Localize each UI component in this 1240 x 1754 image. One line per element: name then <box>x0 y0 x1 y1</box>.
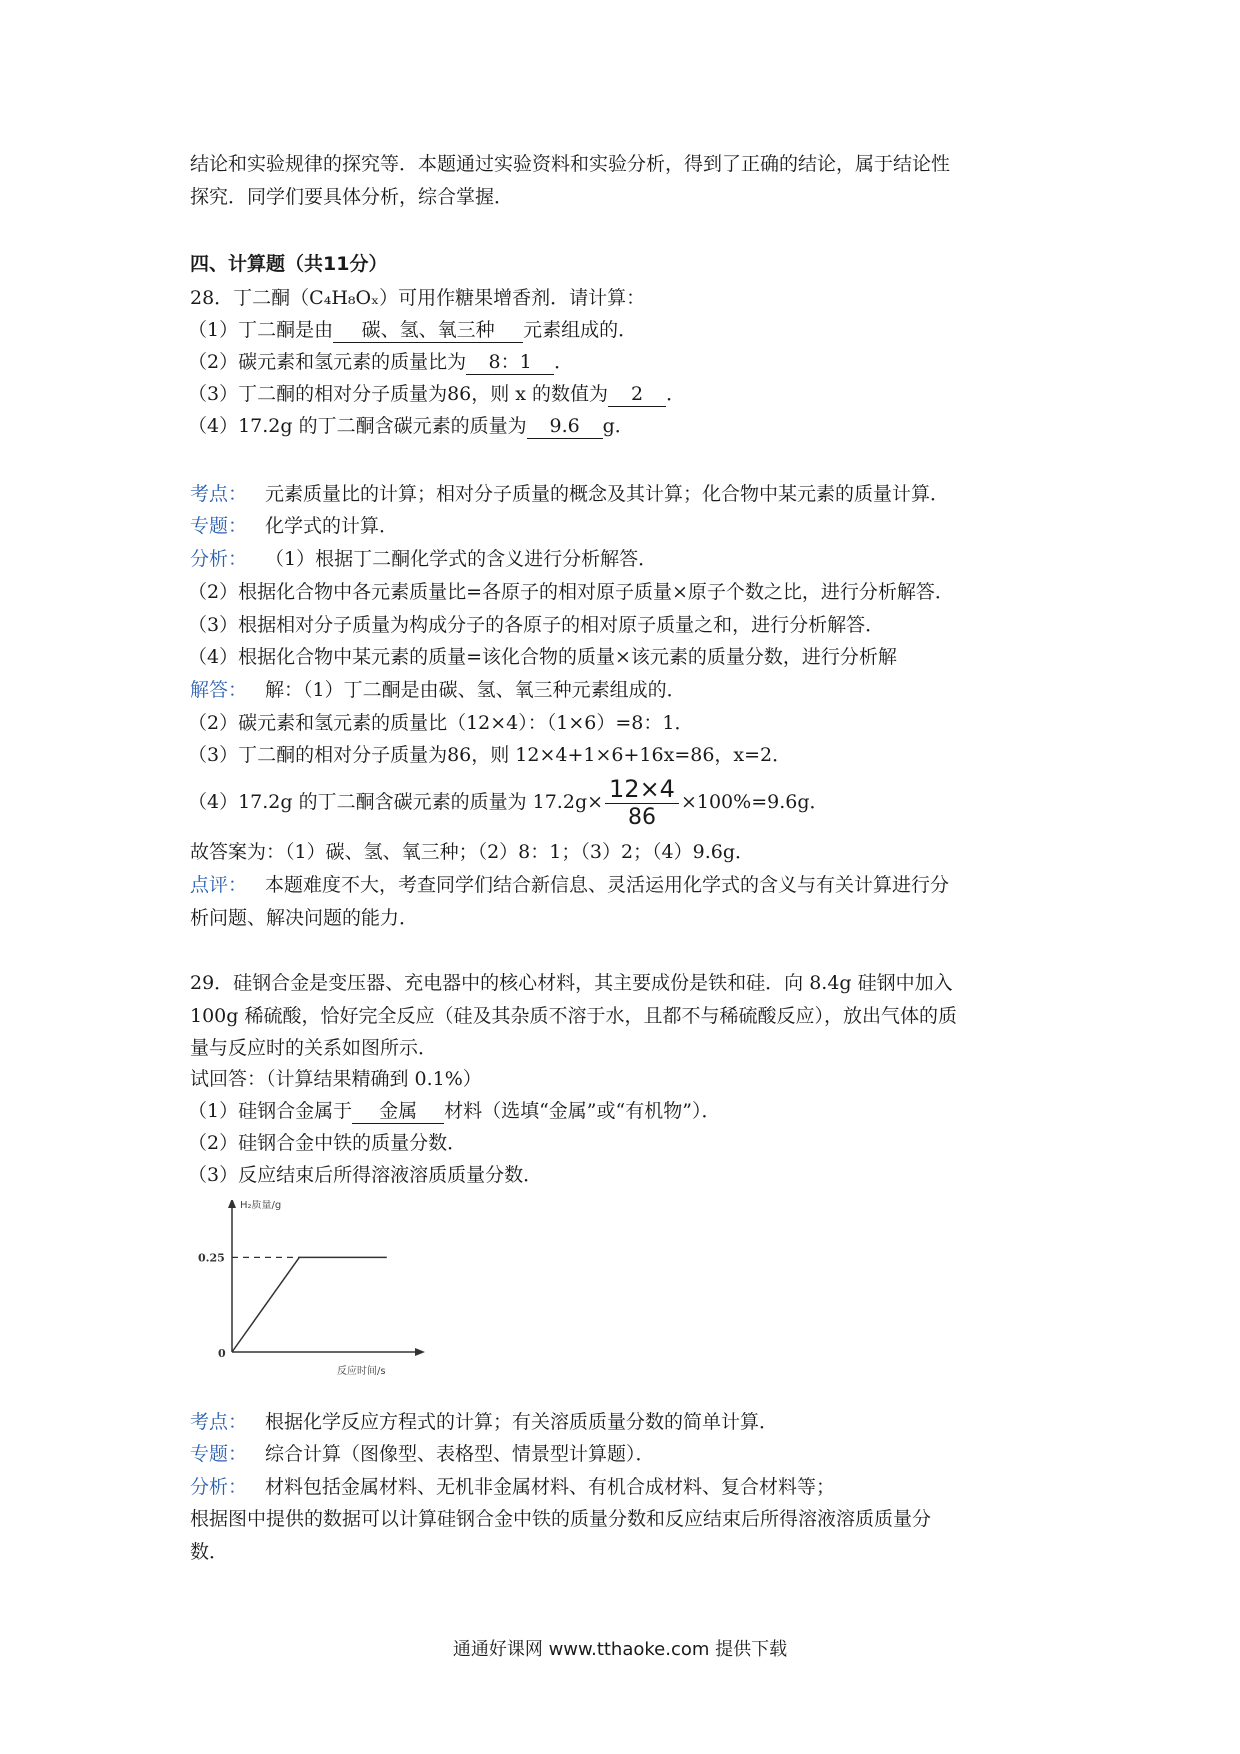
a28-jieda-3: （3）丁二酮的相对分子质量为86，则 12×4+1×6+16x=86，x=2． <box>188 744 792 766</box>
a29-fenxi-2: 根据图中提供的数据可以计算硅钢合金中铁的质量分数和反应结束后所得溶液溶质质量分 <box>190 1508 932 1530</box>
y-axis-arrow <box>228 1200 236 1208</box>
dianping-text-1: 本题难度不大，考查同学们结合新信息、灵活运用化学式的含义与有关计算进行分 <box>265 874 950 896</box>
dianping-label: 点评： <box>190 874 248 896</box>
q28-p1-pre: （1）丁二酮是由 <box>188 319 334 341</box>
a28-fenxi <box>190 545 657 573</box>
q28-part3 <box>188 380 685 408</box>
fenxi-label: 分析： <box>190 548 248 570</box>
a28-jieda-2: （2）碳元素和氢元素的质量比（12×4）：（1×6）=8：1． <box>188 712 694 734</box>
q28-p3-answer: 2 <box>608 382 666 407</box>
kaodian-text-29: 根据化学反应方程式的计算；有关溶质质量分数的简单计算． <box>265 1411 779 1433</box>
q29-part1 <box>188 1097 720 1125</box>
kaodian-label-29: 考点： <box>190 1411 248 1433</box>
zhuanti-text-29: 综合计算（图像型、表格型、情景型计算题）． <box>265 1443 655 1465</box>
q28-p3-pre: （3）丁二酮的相对分子质量为86，则 x 的数值为 <box>188 383 609 405</box>
section-title: 四、计算题（共11分） <box>190 253 388 275</box>
q28-part4 <box>188 412 634 440</box>
x-axis-title: 反应时间/s <box>337 1366 386 1377</box>
q29-part3: （3）反应结束后所得溶液溶质质量分数． <box>188 1164 543 1186</box>
q28-p4-pre: （4）17.2g 的丁二酮含碳元素的质量为 <box>188 415 527 437</box>
a28-kaodian <box>190 480 949 508</box>
a28-zhuanti <box>190 512 398 540</box>
q28-p4-post: g． <box>602 415 634 437</box>
jieda-label: 解答： <box>190 679 248 701</box>
a28-fenxi-4: （4）根据化合物中某元素的质量=该化合物的质量×该元素的质量分数，进行分析解 <box>188 646 897 668</box>
zhuanti-label-29: 专题： <box>190 1443 248 1465</box>
fenxi-text-1: （1）根据丁二酮化学式的含义进行分析解答． <box>265 548 658 570</box>
fraction <box>605 775 679 832</box>
q28-part2 <box>188 348 573 376</box>
q28-p1-post: 元素组成的． <box>523 319 638 341</box>
a28-jieda <box>190 676 686 704</box>
fenxi-text-29-1: 材料包括金属材料、无机非金属材料、有机合成材料、复合材料等； <box>265 1476 836 1498</box>
q29-p1-post: 材料（选填“金属”或“有机物”）． <box>444 1100 721 1122</box>
a29-fenxi-3: 数． <box>190 1541 229 1563</box>
a29-fenxi <box>190 1473 835 1501</box>
jieda4-pre: （4）17.2g 的丁二酮含碳元素的质量为 17.2g× <box>188 791 604 813</box>
jieda-text-1: 解：（1）丁二酮是由碳、氢、氧三种元素组成的． <box>265 679 686 701</box>
a28-fenxi-2: （2）根据化合物中各元素质量比=各原子的相对原子质量×原子个数之比，进行分析解答． <box>188 581 954 603</box>
a28-dianping <box>190 871 949 899</box>
q29-line-1: 29．硅钢合金是变压器、充电器中的核心材料，其主要成份是铁和硅．向 8.4g 硅钢中加入 <box>190 972 953 994</box>
zhuanti-label: 专题： <box>190 515 248 537</box>
q28-p2-post: ． <box>554 351 574 373</box>
kaodian-text: 元素质量比的计算；相对分子质量的概念及其计算；化合物中某元素的质量计算． <box>265 483 950 505</box>
series-line <box>232 1257 387 1352</box>
origin-label: 0 <box>218 1347 226 1360</box>
intro-line-2: 探究．同学们要具体分析，综合掌握． <box>190 186 514 208</box>
q28-p2-pre: （2）碳元素和氢元素的质量比为 <box>188 351 467 373</box>
a29-kaodian <box>190 1408 778 1436</box>
q28-p4-answer: 9.6 <box>527 414 603 439</box>
kaodian-label: 考点： <box>190 483 248 505</box>
q28-p2-answer: 8：1 <box>466 350 554 375</box>
q29-p1-answer: 金属 <box>352 1099 444 1124</box>
a28-dianping-2: 析问题、解决问题的能力． <box>190 907 419 929</box>
q28-p1-answer: 碳、氢、氧三种 <box>333 318 523 343</box>
a28-jieda-4 <box>188 772 829 832</box>
fenxi-label-29: 分析： <box>190 1476 248 1498</box>
q29-part2: （2）硅钢合金中铁的质量分数． <box>188 1132 467 1154</box>
q29-line-3: 量与反应时的关系如图所示． <box>190 1037 438 1059</box>
x-axis-arrow <box>415 1348 425 1356</box>
page-footer: 通通好课网 www.tthaoke.com 提供下载 <box>452 1639 788 1660</box>
jieda4-post: ×100%=9.6g． <box>680 791 829 813</box>
intro-line-1: 结论和实验规律的探究等．本题通过实验资料和实验分析，得到了正确的结论，属于结论性 <box>190 153 951 175</box>
a28-answer: 故答案为：（1）碳、氢、氧三种；（2）8：1；（3）2；（4）9.6g． <box>190 841 754 863</box>
q28-stem: 28．丁二酮（C₄H₈Oₓ）可用作糖果增香剂．请计算： <box>190 287 646 309</box>
fraction-denominator: 86 <box>627 804 656 830</box>
q29-line-2: 100g 稀硫酸，恰好完全反应（硅及其杂质不溶于水，且都不与稀硫酸反应），放出气体的质 <box>190 1005 957 1027</box>
y-axis-title: H₂质量/g <box>240 1200 282 1211</box>
a28-fenxi-3: （3）根据相对分子质量为构成分子的各原子的相对原子质量之和，进行分析解答． <box>188 614 885 636</box>
h2-mass-chart <box>190 1200 430 1385</box>
a29-zhuanti <box>190 1440 655 1468</box>
q28-p3-post: ． <box>666 383 686 405</box>
fraction-numerator: 12×4 <box>605 775 679 804</box>
y-tick-label: 0.25 <box>198 1251 225 1265</box>
q28-part1 <box>188 316 637 344</box>
q29-line-4: 试回答：（计算结果精确到 0.1%） <box>190 1068 482 1090</box>
zhuanti-text: 化学式的计算． <box>265 515 399 537</box>
q29-p1-pre: （1）硅钢合金属于 <box>188 1100 353 1122</box>
